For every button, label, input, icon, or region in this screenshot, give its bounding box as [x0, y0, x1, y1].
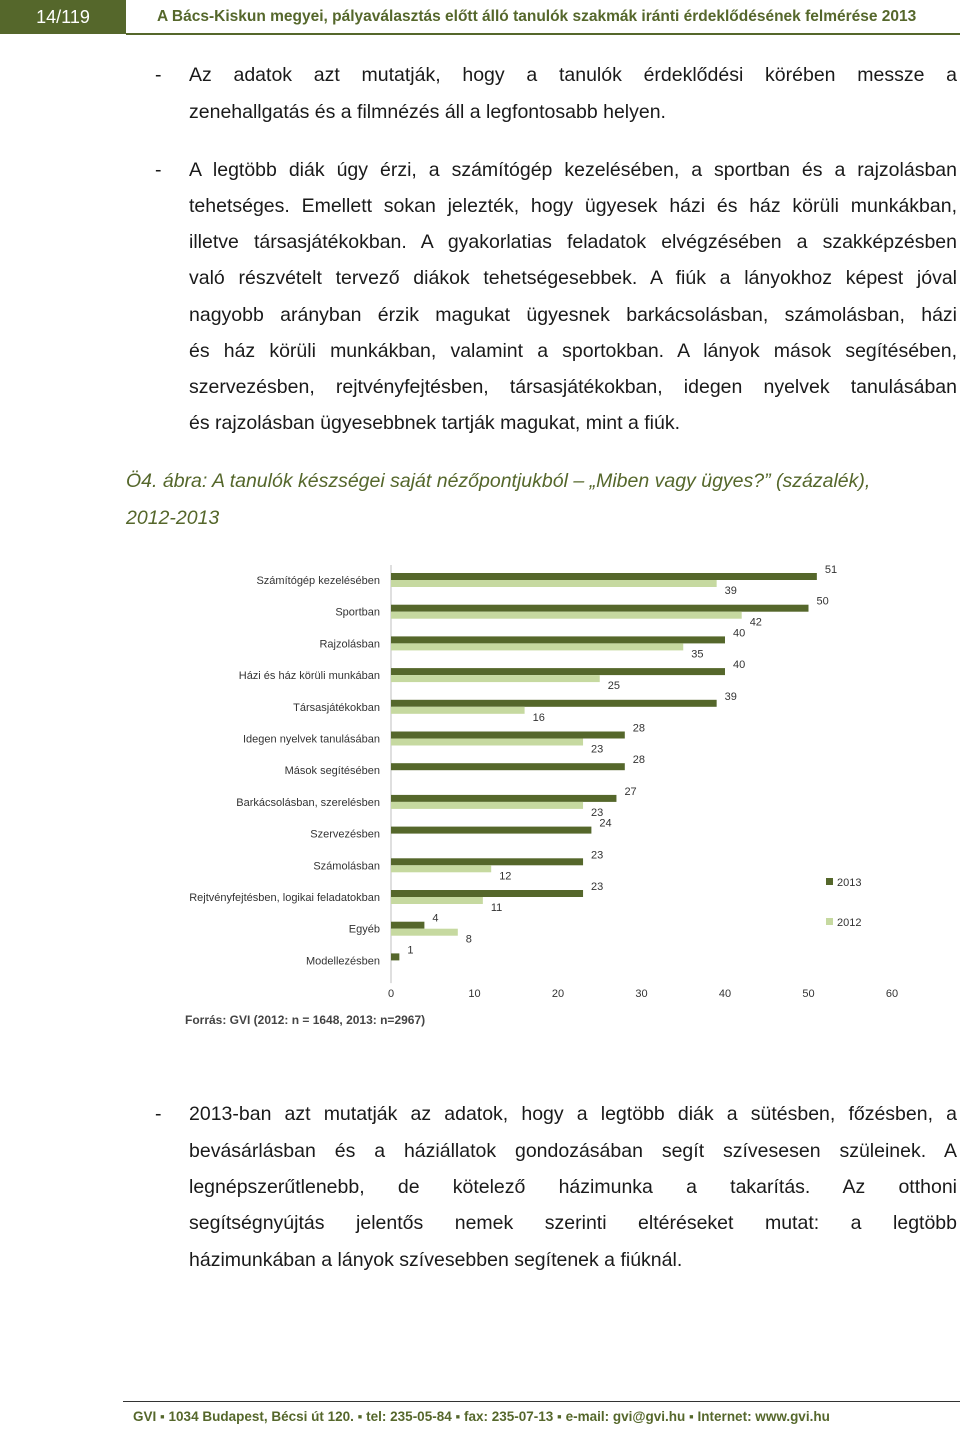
page-number: 14/119	[0, 0, 126, 34]
bar-2013	[391, 668, 725, 675]
x-tick-label: 30	[635, 988, 648, 1000]
data-label-2013: 39	[724, 690, 737, 703]
category-label: Házi és ház körüli munkában	[238, 670, 380, 683]
paragraph-line: és ház körüli munkákban, valamint a sportokban. A lányok mások segítésében,	[189, 340, 957, 362]
data-label-2012: 42	[749, 616, 762, 629]
category-label: Sportban	[335, 606, 380, 619]
category-label: Társasjátékokban	[293, 701, 380, 714]
data-label-2012: 16	[532, 711, 545, 724]
bar-2012	[391, 739, 583, 746]
data-label-2012: 23	[591, 806, 604, 819]
bar-2013	[391, 858, 583, 865]
x-tick-label: 20	[551, 988, 565, 1000]
paragraph-line: Az adatok azt mutatják, hogy a tanulók érdeklődési körében messze a	[189, 64, 957, 86]
legend-swatch-2013	[826, 878, 833, 885]
data-label-2013: 27	[624, 785, 637, 798]
data-label-2013: 28	[632, 722, 646, 735]
data-label-2012: 25	[607, 680, 620, 693]
paragraph-line: A legtöbb diák úgy érzi, a számítógép kezelésében, a sportban és a rajzolásban	[189, 159, 957, 181]
header-divider	[126, 33, 960, 35]
legend-swatch-2012	[826, 918, 833, 925]
data-label-2013: 40	[733, 659, 746, 672]
category-label: Barkácsolásban, szerelésben	[236, 796, 380, 809]
data-label-2012: 35	[691, 648, 704, 661]
paragraph-line: zenehallgatás és a filmnézés áll a legfontosabb helyen.	[189, 101, 666, 123]
paragraph-line: legnépszerűtlenebb, de kötelező házimunka a takarítás. Az otthoni	[189, 1176, 957, 1198]
data-label-2013: 1	[407, 944, 414, 957]
category-label: Modellezésben	[306, 955, 380, 968]
paragraph-line: házimunkában a lányok szívesebben segítenek a fiúknál.	[189, 1249, 683, 1271]
category-label: Szervezésben	[310, 828, 380, 841]
data-label-2013: 24	[599, 817, 612, 830]
category-label: Egyéb	[348, 923, 380, 936]
bar-2012	[391, 580, 717, 587]
x-tick-label: 50	[802, 988, 815, 1000]
x-tick-label: 0	[387, 988, 395, 1000]
footer-contact: GVI ▪ 1034 Budapest, Bécsi út 120. ▪ tel: 235-05-84 ▪ fax: 235-07-13 ▪ e-mail: gvi@gvi.hu ▪ Internet: www.gvi.hu	[133, 1409, 830, 1424]
data-label-2012: 23	[591, 743, 604, 756]
footer-divider	[123, 1401, 960, 1402]
bar-2013	[391, 573, 817, 580]
category-label: Idegen nyelvek tanulásában	[243, 733, 380, 746]
bar-2012	[391, 707, 525, 714]
paragraph-line: tehetséges. Emellett sokan jelezték, hogy ügyesek házi és ház körüli munkákban,	[189, 195, 957, 217]
bar-2013	[391, 700, 717, 707]
paragraph-line: segítségnyújtás jelentős nemek szerinti eltéréseket mutat: a legtöbb	[189, 1212, 957, 1234]
data-label-2013: 40	[733, 627, 746, 640]
data-label-2012: 12	[499, 870, 512, 883]
data-label-2012: 11	[490, 902, 503, 914]
skills-bar-chart	[0, 560, 960, 1010]
data-label-2013: 23	[591, 849, 604, 862]
bar-2012	[391, 612, 742, 619]
category-label: Számítógép kezelésében	[256, 575, 380, 587]
data-label-2013: 4	[432, 912, 439, 925]
bar-2012	[391, 897, 483, 904]
bullet-dash: -	[155, 64, 162, 86]
paragraph-line: szervezésben, rejtvényfejtésben, társasjátékokban, idegen nyelvek tanulásában	[189, 376, 957, 398]
category-label: Rejtvényfejtésben, logikai feladatokban	[189, 892, 380, 904]
bar-2013	[391, 605, 809, 612]
header-title: A Bács-Kiskun megyei, pályaválasztás előtt álló tanulók szakmák iránti érdeklődésének felmérése 2013	[157, 8, 917, 25]
bar-2012	[391, 802, 583, 809]
data-label-2013: 28	[632, 754, 646, 767]
x-tick-label: 60	[885, 988, 899, 1000]
bar-2012	[391, 675, 600, 682]
paragraph-line: való részvételt tervező diákok tehetségesebbek. A fiúk a lányokhoz képest jóval	[189, 267, 957, 289]
data-label-2013: 50	[816, 595, 829, 608]
category-label: Rajzolásban	[319, 638, 380, 651]
paragraph-line: 2013-ban azt mutatják az adatok, hogy a legtöbb diák a sütésben, főzésben, a	[189, 1103, 957, 1125]
chart-source-note: Forrás: GVI (2012: n = 1648, 2013: n=2967)	[185, 1013, 426, 1027]
bar-2013	[391, 890, 583, 897]
paragraph-line: és rajzolásban ügyesebbnek tartják magukat, mint a fiúk.	[189, 412, 681, 434]
bar-2013	[391, 795, 616, 802]
data-label-2012: 39	[724, 585, 737, 597]
bar-2013	[391, 827, 591, 834]
bullet-dash: -	[155, 1103, 162, 1125]
legend-label-2013: 2013	[837, 877, 862, 889]
bar-2012	[391, 865, 491, 872]
legend-label-2012: 2012	[837, 917, 862, 929]
bar-2013	[391, 763, 625, 770]
paragraph-line: bevásárlásban és a háziállatok gondozásában segít szívesesen szüleinek. A	[189, 1140, 957, 1162]
bar-2013	[391, 636, 725, 643]
x-tick-label: 40	[718, 988, 732, 1000]
figure-caption-line: 2012-2013	[126, 507, 220, 529]
paragraph-line: illetve társasjátékokban. A gyakorlatias feladatok elvégzésében a szakképzésben	[189, 231, 957, 253]
bar-2012	[391, 643, 683, 650]
data-label-2012: 8	[465, 933, 472, 946]
bar-2012	[391, 929, 458, 936]
bullet-dash: -	[155, 159, 162, 181]
x-tick-label: 10	[468, 988, 481, 1000]
data-label-2013: 51	[824, 564, 838, 576]
figure-caption-line: Ö4. ábra: A tanulók készségei saját nézőpontjukból – „Miben vagy ügyes?” (százalék),	[126, 470, 871, 492]
bar-2013	[391, 953, 399, 960]
page-header	[0, 0, 960, 36]
data-label-2013: 23	[591, 881, 604, 893]
bar-2013	[391, 732, 625, 739]
category-label: Számolásban	[313, 860, 380, 873]
category-label: Mások segítésében	[284, 765, 380, 778]
bar-2013	[391, 922, 424, 929]
paragraph-line: nagyobb arányban érzik magukat ügyesnek barkácsolásban, számolásban, házi	[189, 304, 957, 326]
